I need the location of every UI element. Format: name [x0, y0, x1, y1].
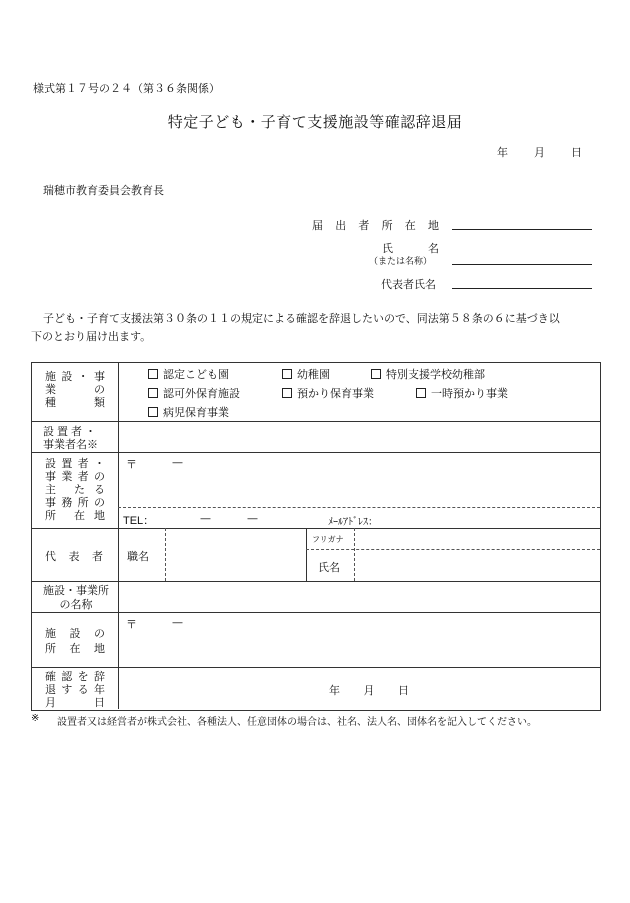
- type-option-3[interactable]: 特別支援学校幼稚部: [371, 366, 485, 382]
- checkbox[interactable]: [148, 388, 158, 398]
- footnote: 設置者又は経営者が株式会社、各種法人、任意団体の場合は、社名、法人名、団体名を記入してください。: [57, 717, 537, 728]
- facility-name-label: 施設・事業所 の名称: [43, 584, 109, 611]
- checkbox[interactable]: [282, 369, 292, 379]
- submitter-address-label: 届 出 者 所 在 地: [312, 219, 439, 232]
- office-address-label: 設 置 者 ・ 事 業 者 の 主 た る 事 務 所 の 所 在 地: [45, 457, 105, 522]
- tel-dash-1: —: [200, 512, 211, 525]
- type-option-2[interactable]: 幼稚園: [282, 366, 330, 382]
- withdraw-date: 年 月 日: [329, 684, 409, 697]
- postal-dash: —: [172, 456, 183, 469]
- body-text-line-2: 下のとおり届け出ます。: [31, 330, 152, 343]
- checkbox[interactable]: [148, 407, 158, 417]
- facility-type-label: 施 設 ・ 事 業 の 種 類: [45, 370, 105, 409]
- form-number: 様式第１７号の２４（第３６条関係）: [33, 82, 220, 95]
- withdraw-date-label: 確 認 を 辞 退 す る 年 月 日: [45, 670, 105, 709]
- submitter-rep-field[interactable]: [452, 288, 592, 289]
- date-year: 年: [497, 146, 508, 159]
- email-label: ﾒｰﾙｱﾄﾞﾚｽ：: [328, 517, 378, 528]
- submission-date: [497, 144, 582, 160]
- facility-postal-dash: —: [172, 616, 183, 629]
- furigana-label: フリガナ: [312, 535, 344, 544]
- operator-label: 設置者・ 事業者名※: [43, 425, 99, 451]
- type-option-7[interactable]: 病児保育事業: [148, 404, 229, 420]
- submitter-name-field[interactable]: [452, 264, 592, 265]
- page-title: 特定子ども・子育て支援施設等確認辞退届: [167, 113, 463, 131]
- tel-dash-2: —: [247, 512, 258, 525]
- postal-mark: 〒: [126, 458, 137, 471]
- submitter-rep-label: 代表者氏名: [381, 278, 436, 291]
- submitter-address-field[interactable]: [452, 229, 592, 230]
- checkbox[interactable]: [416, 388, 426, 398]
- date-day: 日: [571, 146, 582, 159]
- type-option-5[interactable]: 預かり保育事業: [282, 385, 374, 401]
- date-month: 月: [534, 146, 545, 159]
- type-option-4[interactable]: 認可外保育施設: [148, 385, 240, 401]
- job-title-label: 職名: [127, 550, 149, 563]
- addressee: 瑞穂市教育委員会教育長: [43, 184, 164, 197]
- body-text-line-1: 子ども・子育て支援法第３０条の１１の規定による確認を辞退したいので、同法第５８条の６に基づき以: [43, 312, 560, 325]
- checkbox[interactable]: [282, 388, 292, 398]
- facility-address-label: 施 設 の 所 在 地: [45, 627, 105, 655]
- checkbox[interactable]: [148, 369, 158, 379]
- checkbox[interactable]: [371, 369, 381, 379]
- rep-name-label: 氏名: [318, 561, 340, 574]
- type-option-6[interactable]: 一時預かり事業: [416, 385, 508, 401]
- tel-label: TEL：: [123, 515, 155, 527]
- submitter-name-sub: （または名称）: [369, 257, 433, 267]
- facility-postal-mark: 〒: [126, 618, 137, 631]
- footnote-mark: ※: [31, 713, 40, 724]
- submitter-name-label: 氏 名: [382, 242, 439, 255]
- representative-label: 代 表 者: [45, 550, 103, 563]
- type-option-1[interactable]: 認定こども園: [148, 366, 229, 382]
